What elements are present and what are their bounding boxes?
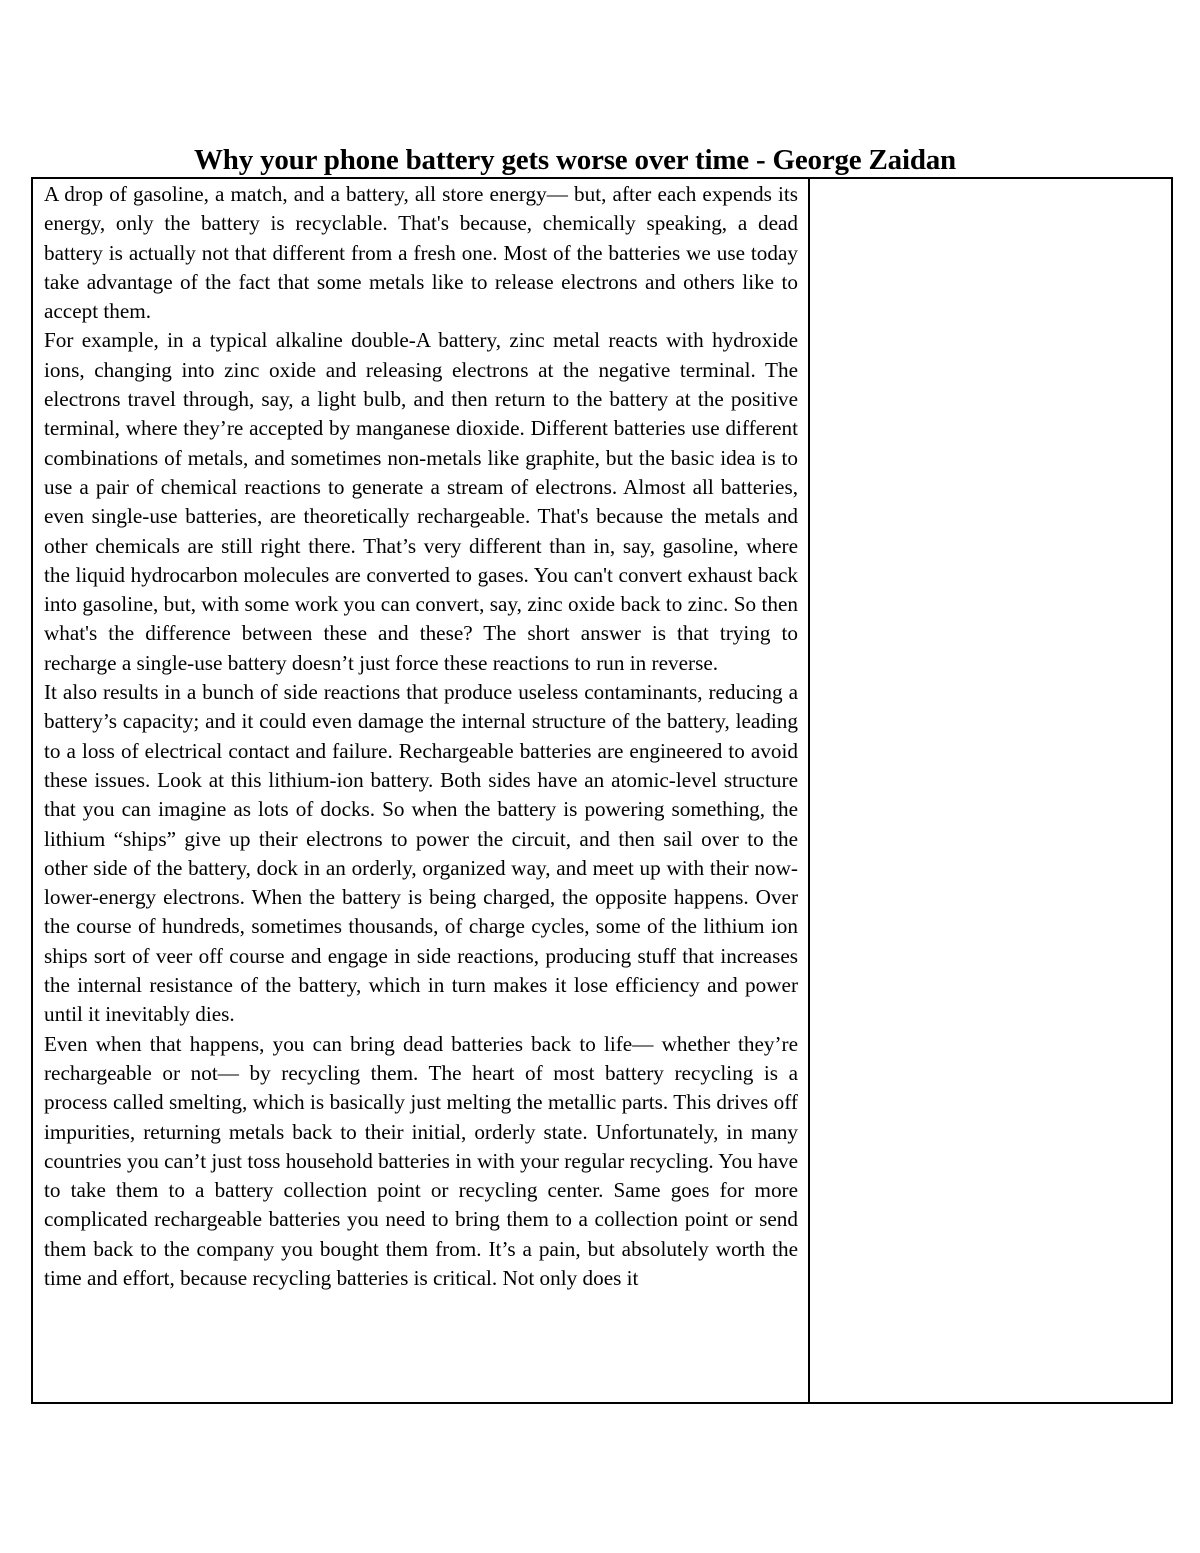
paragraph-2: For example, in a typical alkaline double-A battery, zinc metal reacts with hydroxide ions, changing into zinc oxide and releasing electrons at the negative terminal. The electrons travel through, say, a light bulb, and then return to the battery at the positive terminal, where they’re accepted by manganese dioxide. Different batteries use different combinations of metals, and sometimes non-metals like graphite, but the basic idea is to use a pair of chemical reactions to generate a stream of electrons. Almost all batteries, even single-use batteries, are theoretically rechargeable. That's because the metals and other chemicals are still right there. That’s very different than in, say, gasoline, where the liquid hydrocarbon molecules are converted to gases. You can't convert exhaust back into gasoline, but, with some work you can convert, say, zinc oxide back to zinc. So then what's the difference between these and these? The short answer is that trying to recharge a single-use battery doesn’t just force these reactions to run in reverse. <box>44 328 798 675</box>
notes-column <box>810 179 1171 1402</box>
paragraph-4: Even when that happens, you can bring dead batteries back to life— whether they’re rechargeable or not— by recycling them. The heart of most battery recycling is a process called smelting, which is basically just melting the metallic parts. This drives off impurities, returning metals back to their initial, orderly state. Unfortunately, in many countries you can’t just toss household batteries in with your regular recycling. You have to take them to a battery collection point or recycling center. Same goes for more complicated rechargeable batteries you need to bring them to a collection point or send them back to the company you bought them from. It’s a pain, but absolutely worth the time and effort, because recycling batteries is critical. Not only does it <box>44 1031 798 1290</box>
page-title: Why your phone battery gets worse over time - George Zaidan <box>194 144 956 176</box>
paragraph-3: It also results in a bunch of side reactions that produce useless contaminants, reducing a battery’s capacity; and it could even damage the internal structure of the battery, leading to a loss of electrical contact and failure. Rechargeable batteries are engineered to avoid these issues. Look at this lithium-ion battery. Both sides have an atomic-level structure that you can imagine as lots of docks. So when the battery is powering something, the lithium “ships” give up their electrons to power the circuit, and then sail over to the other side of the battery, dock in an orderly, organized way, and meet up with their now-lower-energy electrons. When the battery is being charged, the opposite happens. Over the course of hundreds, sometimes thousands, of charge cycles, some of the lithium ion ships sort of veer off course and engage in side reactions, producing stuff that increases the internal resistance of the battery, which in turn makes it lose efficiency and power until it inevitably dies. <box>44 680 798 1027</box>
paragraph-1: A drop of gasoline, a match, and a battery, all store energy— but, after each expends its energy, only the battery is recyclable. That's because, chemically speaking, a dead battery is actually not that different from a fresh one. Most of the batteries we use today take advantage of the fact that some metals like to release electrons and others like to accept them. <box>44 182 798 324</box>
transcript-table <box>31 177 1173 1404</box>
transcript-text-column <box>33 179 810 1402</box>
